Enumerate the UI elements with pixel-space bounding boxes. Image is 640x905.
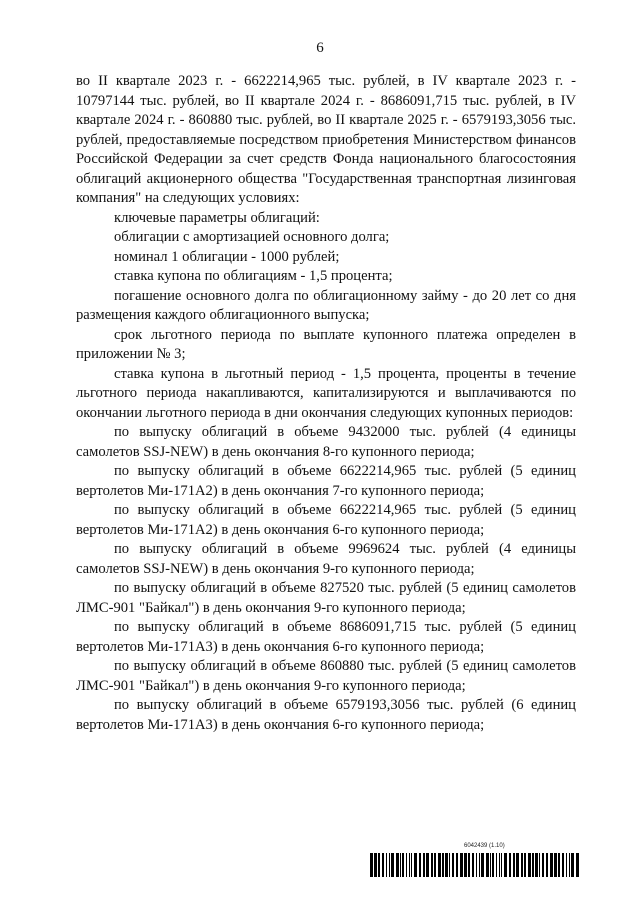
paragraph: ставка купона по облигациям - 1,5 процента; [114, 268, 393, 284]
paragraph: по выпуску облигаций в объеме 9969624 тыс. рублей (4 единицы самолетов SSJ-NEW) в день окончания 9-го купонного периода; [76, 541, 576, 577]
paragraph: ставка купона в льготный период - 1,5 процента, проценты в течение льготного периода накапливаются, капитализируются и выплачиваются по окончании льготного периода в дни окончания следующих купонных периодов: [76, 365, 576, 421]
paragraph: по выпуску облигаций в объеме 6579193,3056 тыс. рублей (6 единиц вертолетов Ми-171А3) в день окончания 6-го купонного периода; [76, 697, 576, 733]
paragraph: облигации с амортизацией основного долга; [114, 229, 390, 245]
paragraph: по выпуску облигаций в объеме 6622214,965 тыс. рублей (5 единиц вертолетов Ми-171А2) в день окончания 6-го купонного периода; [76, 502, 576, 538]
paragraph: номинал 1 облигации - 1000 рублей; [114, 248, 340, 265]
document-body [76, 72, 576, 735]
barcode-icon [370, 853, 580, 877]
paragraph: по выпуску облигаций в объеме 6622214,965 тыс. рублей (5 единиц вертолетов Ми-171А2) в день окончания 7-го купонного периода; [76, 463, 576, 499]
paragraph: ключевые параметры облигаций: [114, 209, 320, 226]
page-number: 6 [316, 40, 324, 56]
paragraph: по выпуску облигаций в объеме 8686091,715 тыс. рублей (5 единиц вертолетов Ми-171А3) в день окончания 6-го купонного периода; [76, 619, 576, 655]
paragraph: во II квартале 2023 г. - 6622214,965 тыс. рублей, в IV квартале 2023 г. - 10797144 тыс. рублей, во II квартале 2024 г. - 8686091,715 тыс. рублей, в IV квартале 2024 г. - 860880 тыс. рублей, во II квартале 2025 г. - 6579193,3056 тыс. рублей, предоставляемые посредством приобретения Министерством финансов Российской Федерации за счет средств Фонда национального благосостояния облигаций акционерного общества "Государственная транспортная лизинговая компания" на следующих условиях: [76, 73, 576, 206]
paragraph: по выпуску облигаций в объеме 860880 тыс. рублей (5 единиц самолетов ЛМС-901 "Байкал") в день окончания 9-го купонного периода; [76, 658, 576, 694]
paragraph: погашение основного долга по облигационному займу - до 20 лет со дня размещения каждого облигационного выпуска; [76, 287, 576, 323]
paragraph: по выпуску облигаций в объеме 827520 тыс. рублей (5 единиц самолетов ЛМС-901 "Байкал") в день окончания 9-го купонного периода; [76, 580, 576, 616]
paragraph: по выпуску облигаций в объеме 9432000 тыс. рублей (4 единицы самолетов SSJ-NEW) в день окончания 8-го купонного периода; [76, 424, 576, 460]
barcode-caption: 6042439 (1.10) [464, 843, 505, 849]
paragraph: срок льготного периода по выплате купонного платежа определен в приложении № 3; [76, 326, 576, 362]
